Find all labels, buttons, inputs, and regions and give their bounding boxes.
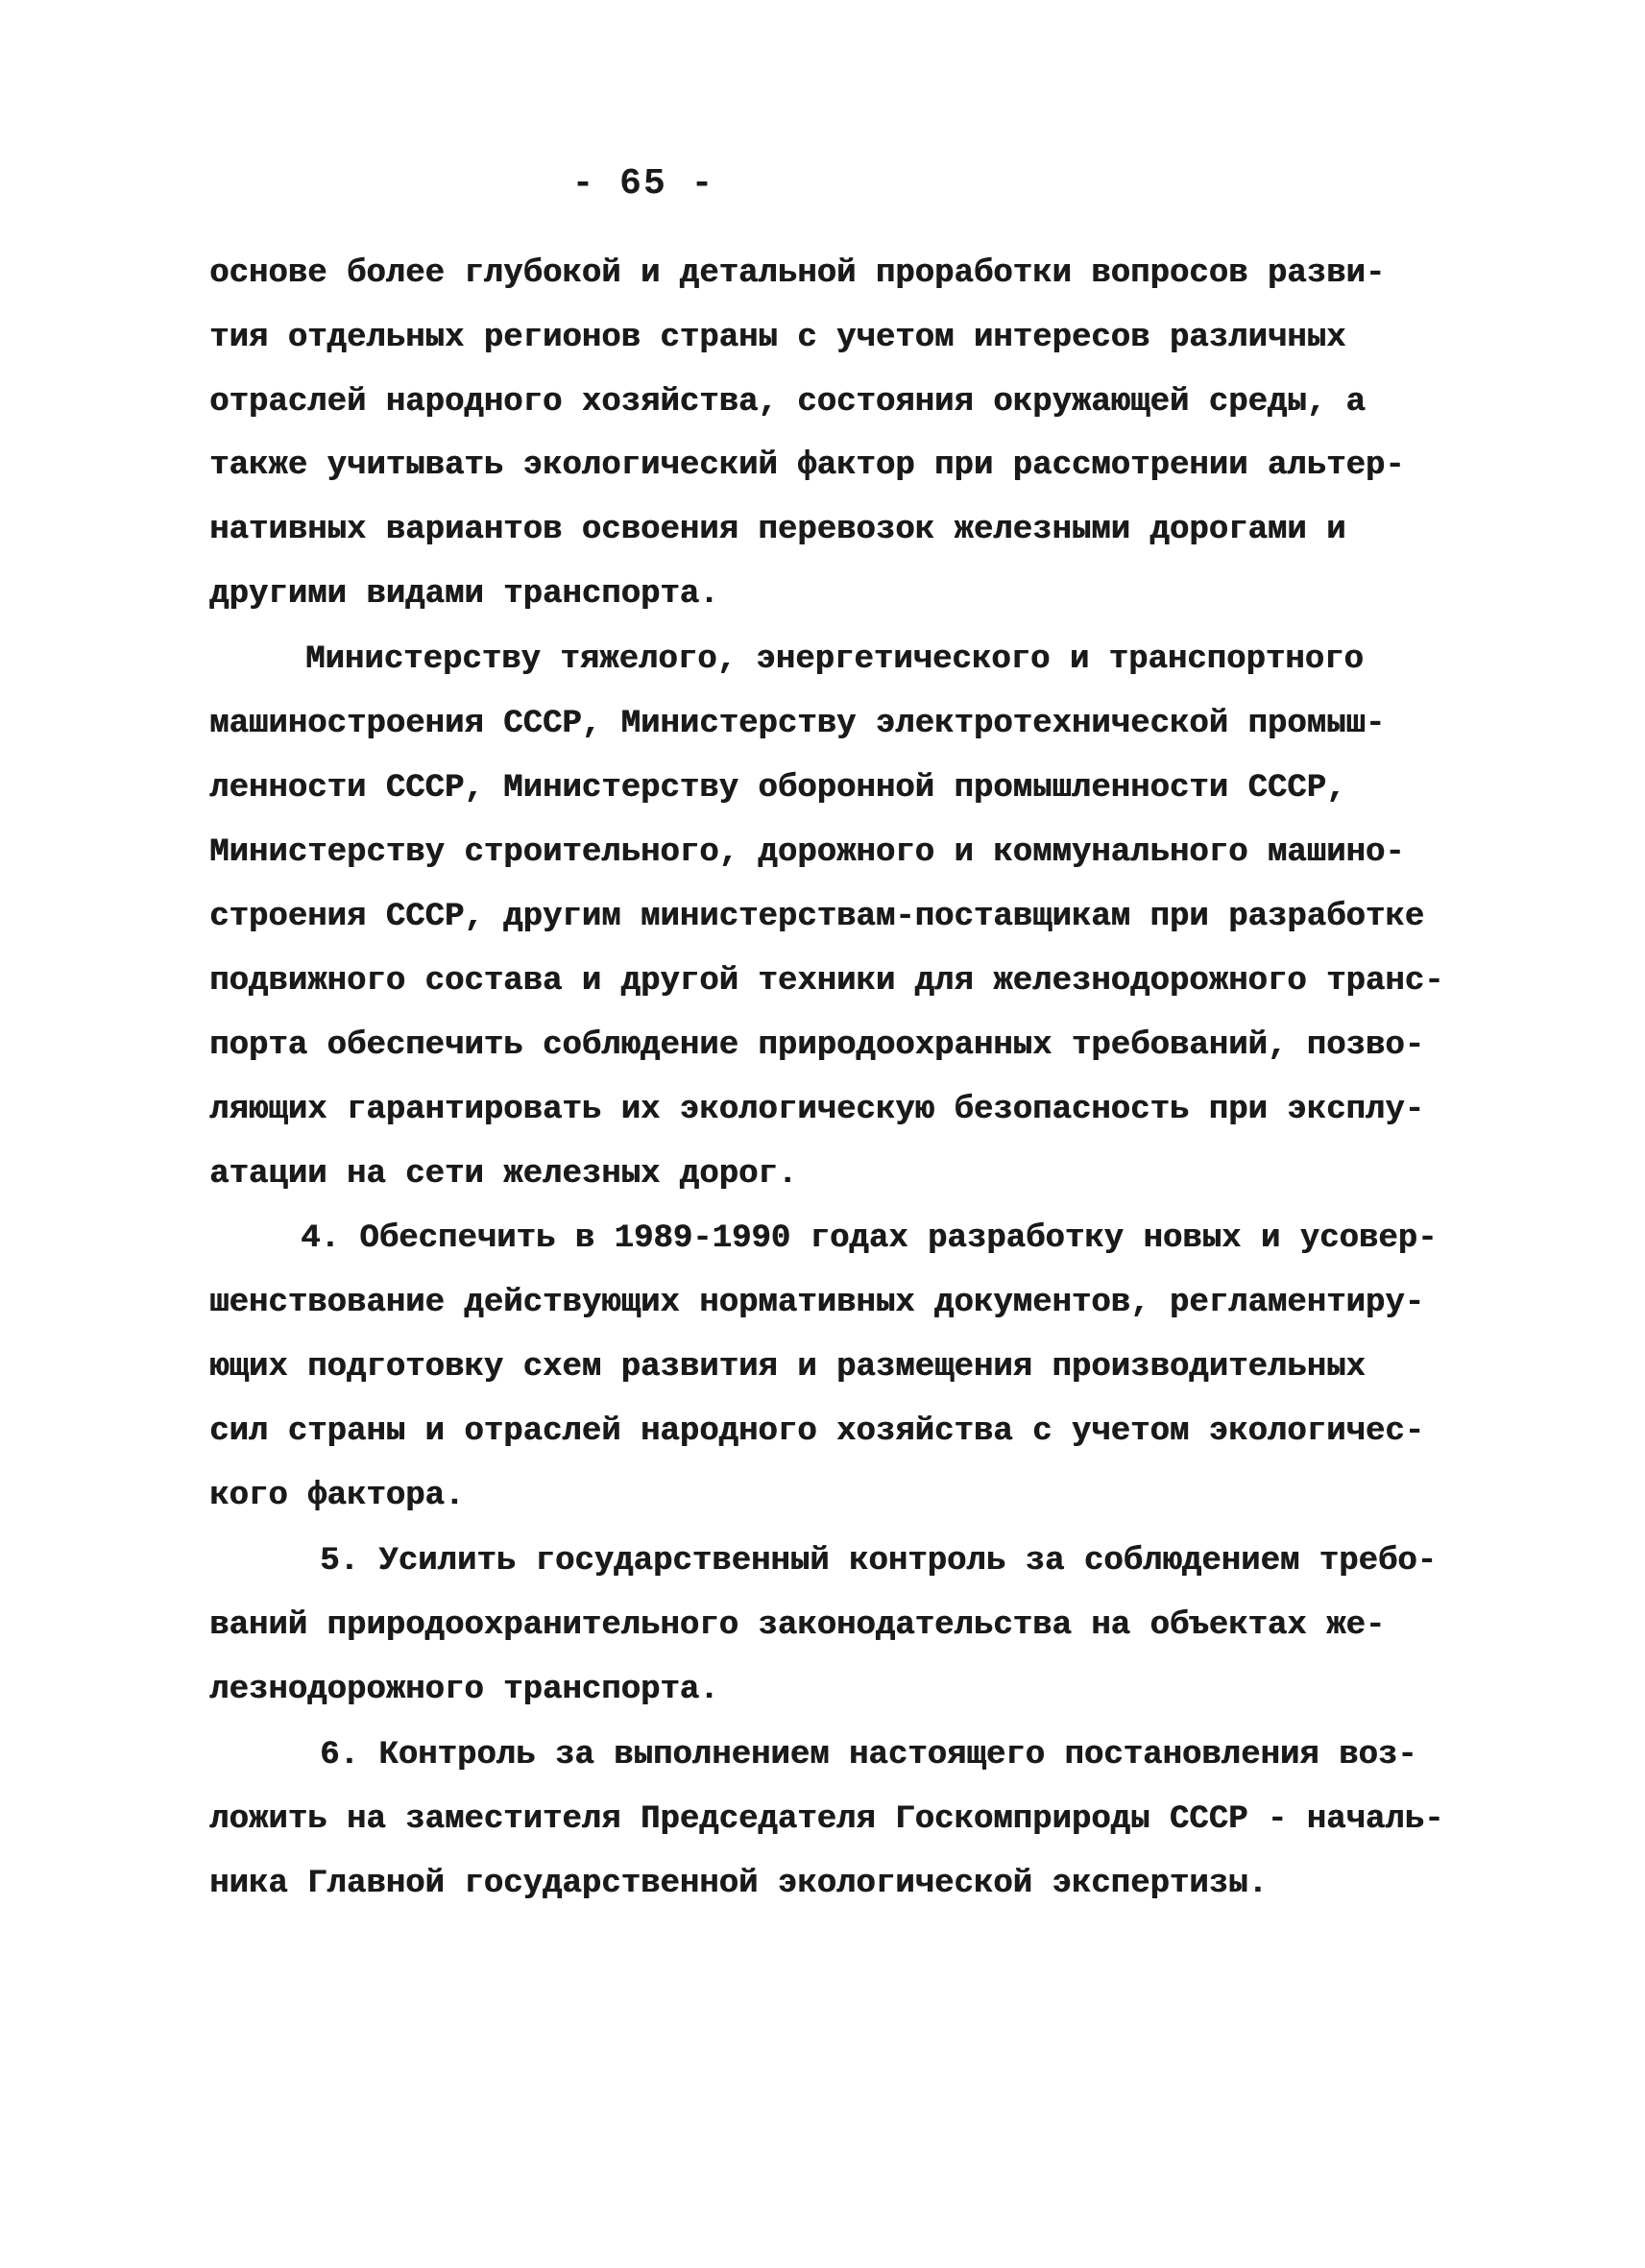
text-line: машиностроения СССР, Министерству электротехнической промыш- [209, 706, 1386, 742]
text-line: другими видами транспорта. [209, 576, 719, 613]
text-line: порта обеспечить соблюдение природоохранных требований, позво- [209, 1027, 1425, 1064]
text-line: также учитывать экологический фактор при рассмотрении альтер- [209, 447, 1405, 484]
text-line: кого фактора. [209, 1478, 465, 1514]
text-line: нативных вариантов освоения перевозок железными дорогами и [209, 512, 1346, 548]
text-line: 5. Усилить государственный контроль за соблюдением требо- [320, 1543, 1437, 1580]
page-number: - 65 - [571, 163, 715, 205]
text-line: лезнодорожного транспорта. [209, 1672, 719, 1708]
text-line: шенствование действующих нормативных документов, регламентиру- [209, 1285, 1425, 1321]
text-line: 6. Контроль за выполнением настоящего постановления воз- [320, 1737, 1417, 1773]
text-line: атации на сети железных дорог. [209, 1156, 798, 1193]
text-line: строения СССР, другим министерствам-поставщикам при разработке [209, 899, 1425, 935]
text-line: ваний природоохранительного законодательства на объектах же- [209, 1607, 1386, 1644]
text-line: ника Главной государственной экологической экспертизы. [209, 1866, 1268, 1902]
text-line: Министерству строительного, дорожного и коммунального машино- [209, 834, 1405, 871]
text-line: тия отдельных регионов страны с учетом интересов различных [209, 320, 1346, 356]
text-line: подвижного состава и другой техники для железнодорожного транс- [209, 963, 1444, 1000]
text-line: основе более глубокой и детальной проработки вопросов разви- [209, 255, 1386, 292]
text-line: ленности СССР, Министерству оборонной промышленности СССР, [209, 770, 1346, 807]
text-line: отраслей народного хозяйства, состояния окружающей среды, а [209, 384, 1366, 421]
text-line: ложить на заместителя Председателя Госкомприроды СССР - началь- [209, 1801, 1444, 1838]
text-line: ляющих гарантировать их экологическую безопасность при эксплу- [209, 1092, 1425, 1128]
text-line: 4. Обеспечить в 1989-1990 годах разработку новых и усовер- [301, 1220, 1438, 1257]
text-line: ющих подготовку схем развития и размещения производительных [209, 1349, 1366, 1386]
text-line: Министерству тяжелого, энергетического и транспортного [305, 641, 1364, 678]
text-line: сил страны и отраслей народного хозяйства с учетом экологичес- [209, 1413, 1425, 1450]
